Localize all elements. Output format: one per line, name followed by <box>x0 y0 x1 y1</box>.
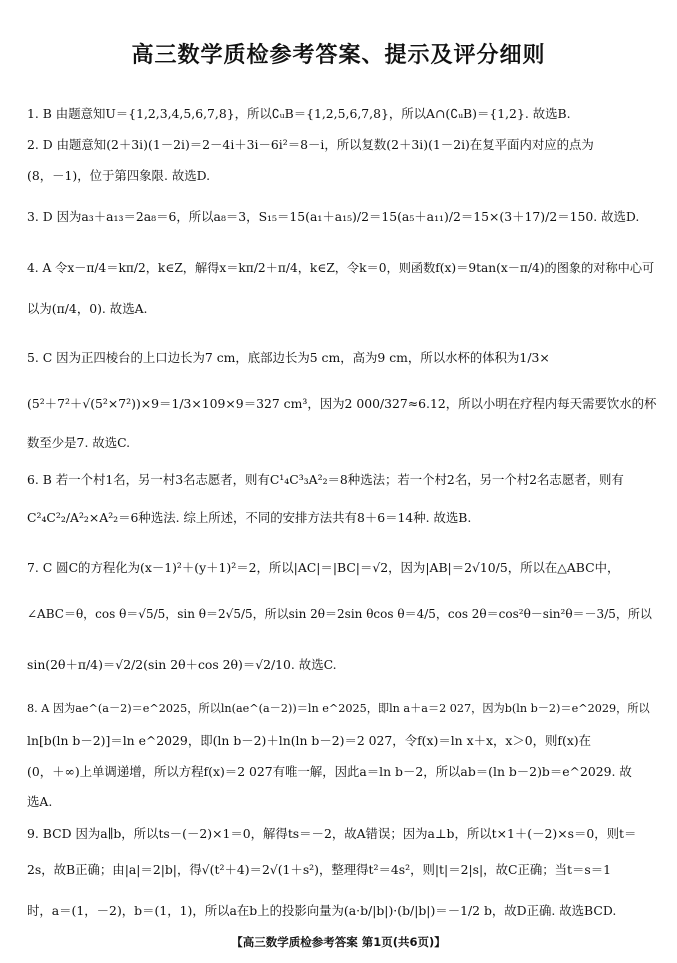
answer-8-line-2: ln[b(ln b－2)]＝ln e^2029，即(ln b－2)＋ln(ln b－2)＝2 027，令f(x)＝ln x＋x，x＞0，则f(x)在 <box>27 733 592 748</box>
answer-6-line-1: 6. B 若一个村1名，另一村3名志愿者，则有C¹₄C³₃A²₂＝8种选法；若一个村2名，另一个村2名志愿者，则有 <box>27 472 624 487</box>
answer-8-line-4: 选A. <box>27 794 53 809</box>
answer-9-line-1: 9. BCD 因为a∥b，所以ts－(－2)×1＝0，解得ts＝－2，故A错误；因为a⊥b，所以t×1＋(－2)×s＝0，则t＝ <box>27 826 637 841</box>
answer-7-line-3: sin(2θ＋π/4)＝√2/2(sin 2θ＋cos 2θ)＝√2/10. 故选C. <box>27 657 337 672</box>
answer-5-line-2: (5²＋7²＋√(5²×7²))×9＝1/3×109×9＝327 cm³，因为2 000/327≈6.12，所以小明在疗程内每天需要饮水的杯 <box>27 396 657 411</box>
answer-5-line-1: 5. C 因为正四棱台的上口边长为7 cm，底部边长为5 cm，高为9 cm，所以水杯的体积为1/3× <box>27 350 550 365</box>
answer-2-line-2: (8，－1)，位于第四象限. 故选D. <box>27 168 211 183</box>
answer-9-line-3: 时，a＝(1，－2)，b＝(1，1)，所以a在b上的投影向量为(a·b/|b|)·(b/|b|)＝－1/2 b，故D正确. 故选BCD. <box>27 903 617 918</box>
answer-7-line-2: ∠ABC＝θ，cos θ＝√5/5，sin θ＝2√5/5，所以sin 2θ＝2sin θcos θ＝4/5，cos 2θ＝cos²θ－sin²θ＝－3/5，所以 <box>27 607 652 621</box>
answer-5-line-3: 数至少是7. 故选C. <box>27 435 131 450</box>
answer-6-line-2: C²₄C²₂/A²₂×A²₂＝6种选法. 综上所述，不同的安排方法共有8＋6＝14种. 故选B. <box>27 510 472 525</box>
page-footer: 【高三数学质检参考答案 第1页(共6页)】 <box>231 935 446 949</box>
document-title: 高三数学质检参考答案、提示及评分细则 <box>131 43 546 68</box>
answer-8-line-1: 8. A 因为ae^(a－2)＝e^2025，所以ln(ae^(a－2))＝ln e^2025，即ln a＋a＝2 027，因为b(ln b－2)＝e^2029，所以 <box>27 702 650 715</box>
answer-2-line-1: 2. D 由题意知(2＋3i)(1－2i)＝2－4i＋3i－6i²＝8－i，所以复数(2＋3i)(1－2i)在复平面内对应的点为 <box>27 137 594 152</box>
answer-1-line-1: 1. B 由题意知U＝{1,2,3,4,5,6,7,8}，所以∁ᵤB＝{1,2,5,6,7,8}，所以A∩(∁ᵤB)＝{1,2}. 故选B. <box>27 106 571 121</box>
answer-3-line-1: 3. D 因为a₃＋a₁₃＝2a₈＝6，所以a₈＝3，S₁₅＝15(a₁＋a₁₅)/2＝15(a₅＋a₁₁)/2＝15×(3＋17)/2＝150. 故选D. <box>27 209 640 224</box>
answer-4-line-1: 4. A 令x－π/4＝kπ/2，k∈Z，解得x＝kπ/2＋π/4，k∈Z，令k＝0，则函数f(x)＝9tan(x－π/4)的图象的对称中心可 <box>27 261 655 275</box>
answer-9-line-2: 2s，故B正确；由|a|＝2|b|，得√(t²＋4)＝2√(1＋s²)，整理得t²＝4s²，则|t|＝2|s|，故C正确；当t＝s＝1 <box>27 862 612 877</box>
answer-7-line-1: 7. C 圆C的方程化为(x－1)²＋(y＋1)²＝2，所以|AC|＝|BC|＝√2，因为|AB|＝2√10/5，所以在△ABC中， <box>27 560 620 575</box>
answer-4-line-2: 以为(π/4，0). 故选A. <box>27 301 148 316</box>
answer-8-line-3: (0，＋∞)上单调递增，所以方程f(x)＝2 027有唯一解，因此a＝ln b－2，所以ab＝(ln b－2)b＝e^2029. 故 <box>27 764 632 779</box>
